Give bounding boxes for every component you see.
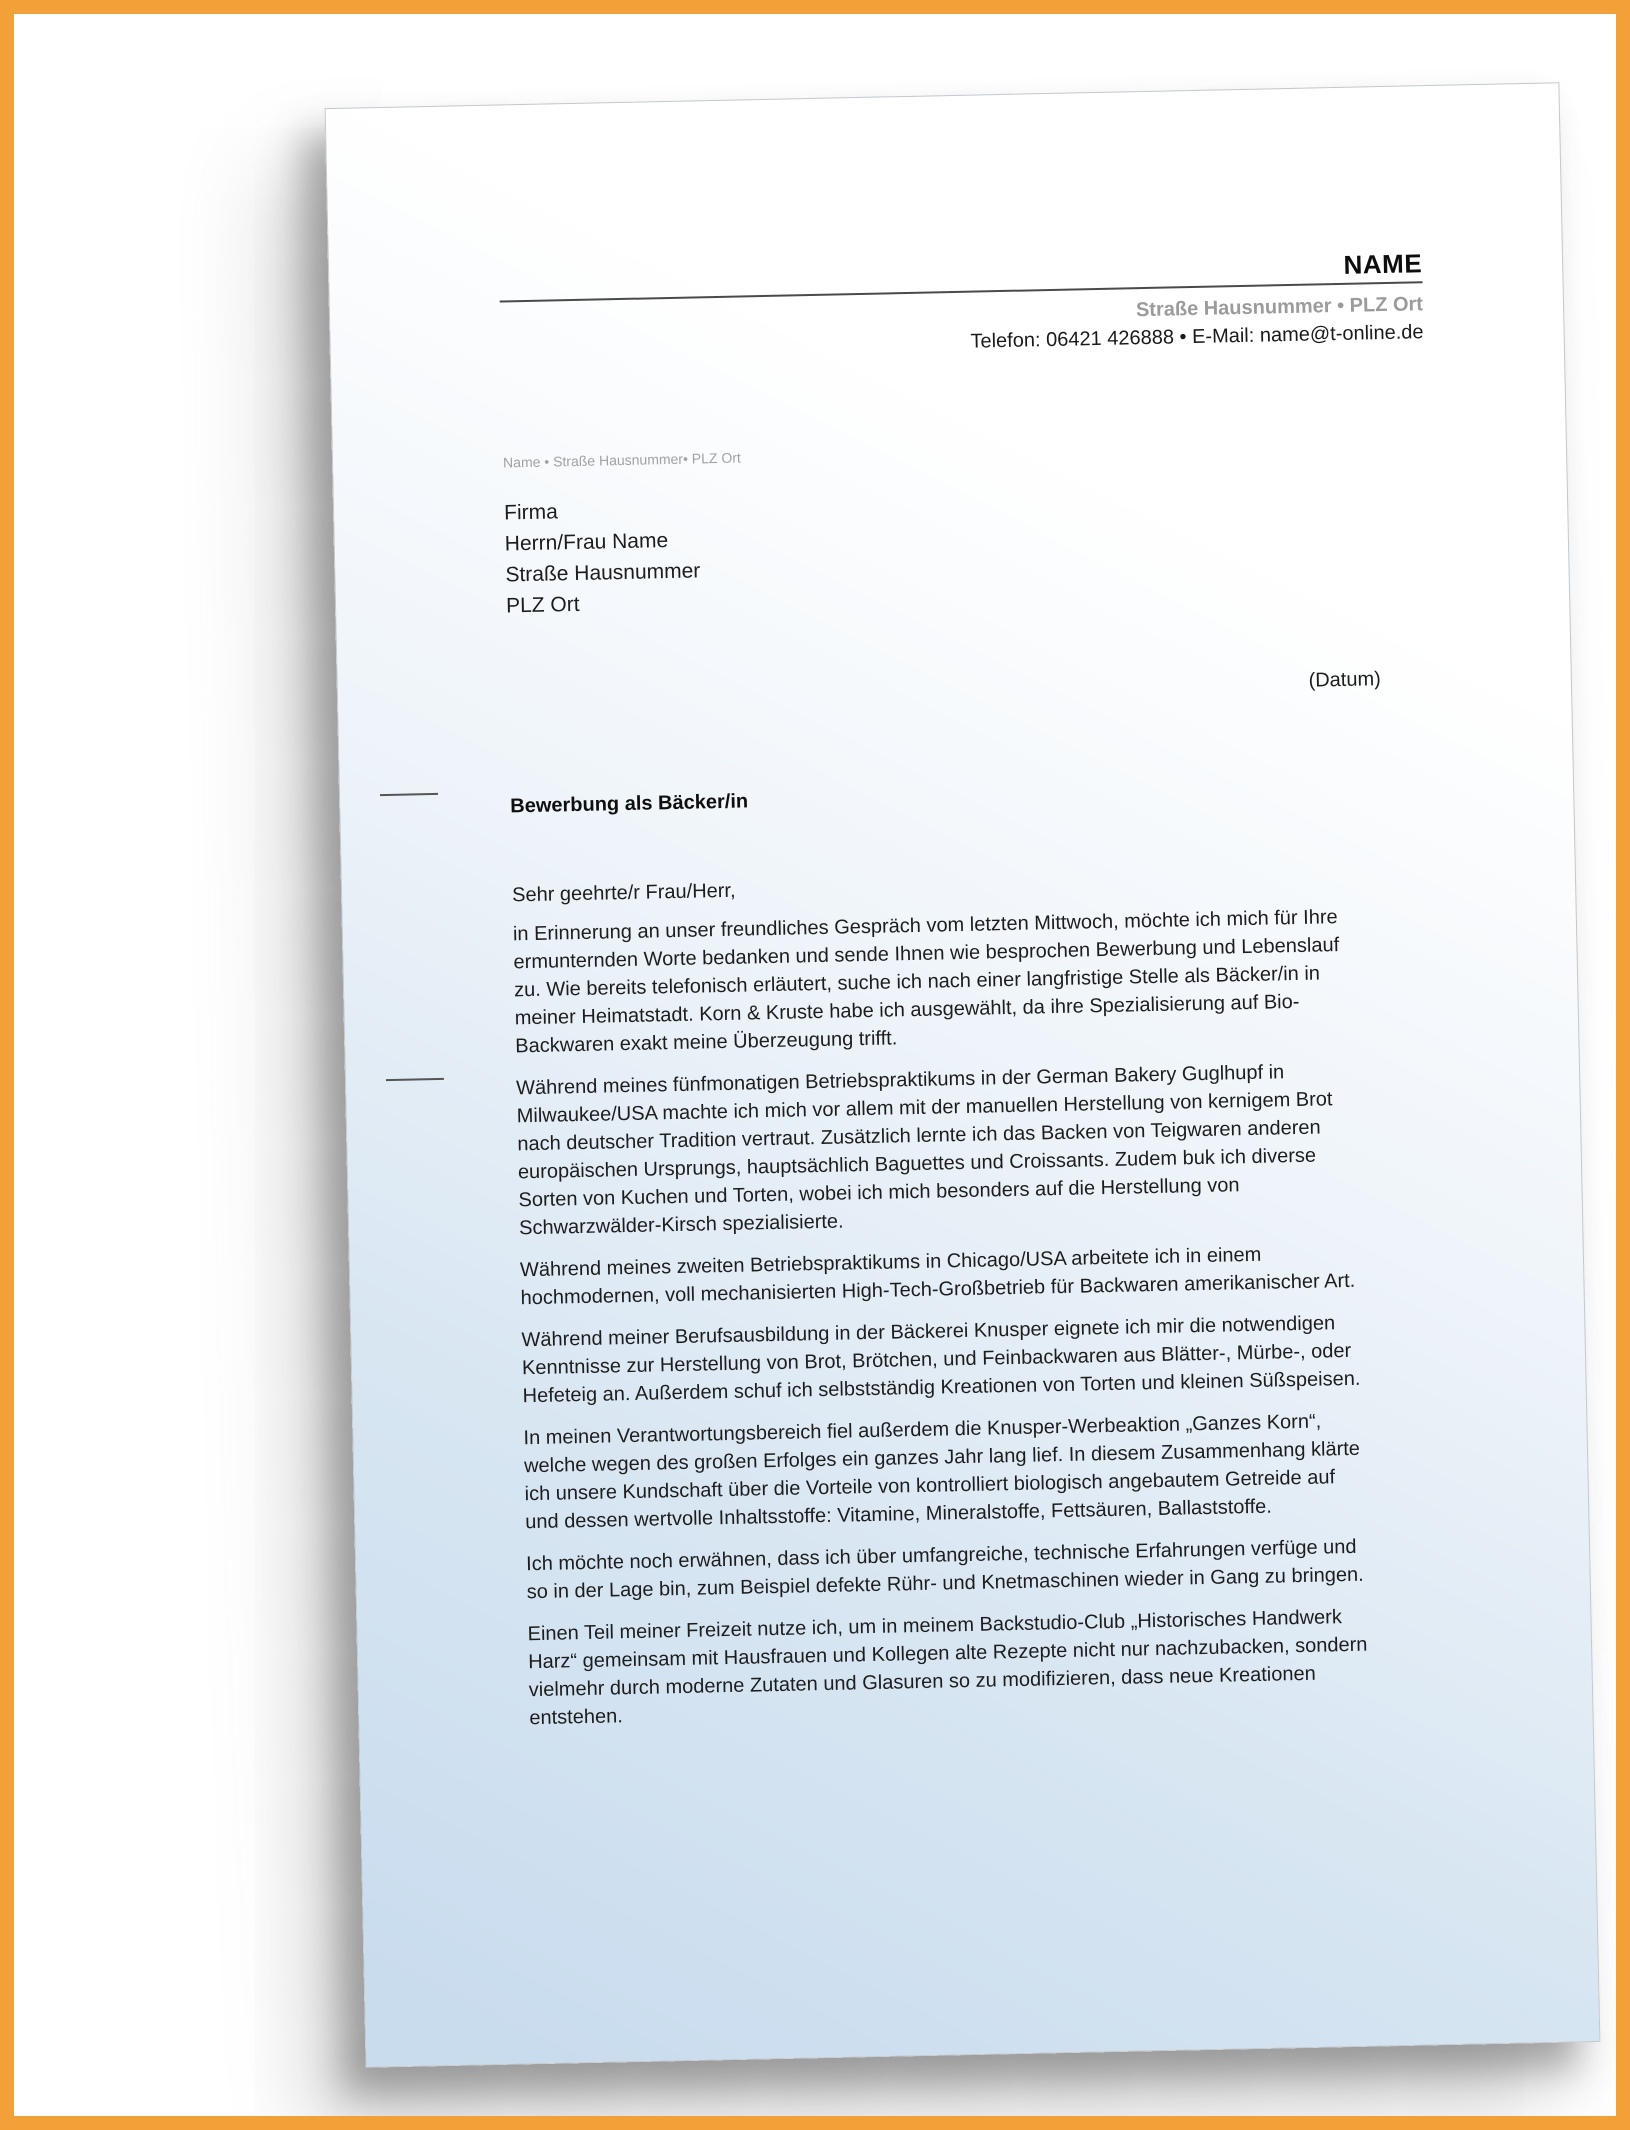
body-paragraph: Während meines zweiten Betriebspraktikums in Chicago/USA arbeitete ich in einem hochmodernen, voll mechanisierten High-Tech-Großbetrieb für Backwaren amerikanischer Art.	[519, 1243, 1356, 1310]
body-paragraph: Ich möchte noch erwähnen, dass ich über umfangreiche, technische Erfahrungen verfüge und so in der Lage bin, zum Beispiel defekte Rühr- und Knetmaschinen wieder in Gang zu bringen.	[525, 1535, 1364, 1604]
letter-content	[326, 83, 1600, 2066]
salutation: Sehr geehrte/r Frau/Herr,	[511, 879, 736, 907]
recipient-line-company: Firma	[503, 500, 559, 525]
sender-return-address: Name • Straße Hausnummer• PLZ Ort	[502, 449, 741, 471]
letterhead	[499, 248, 1424, 365]
letterhead-contact: Telefon: 06421 426888 • E-Mail: name@t-online.de	[970, 321, 1424, 353]
recipient-line-street: Straße Hausnummer	[505, 559, 701, 587]
letterhead-name: NAME	[1343, 248, 1423, 280]
date-placeholder: (Datum)	[1308, 668, 1382, 692]
subject-line: Bewerbung als Bäcker/in	[510, 790, 749, 818]
letter-body	[513, 901, 1453, 1732]
recipient-address-block	[504, 478, 1429, 621]
letterhead-address: Straße Hausnummer • PLZ Ort	[1135, 293, 1424, 322]
body-paragraph: In meinen Verantwortungsbereich fiel außerdem die Knusper-Werbeaktion „Ganzes Korn“, welche wegen des großen Erfolges ein ganzes Jahr lang lief. In diesem Zusammenhang klärte ich unsere Kundschaft über die Vorteile von kontrolliert biologisch angebautem Getreide auf und dessen wertvolle Inhaltsstoffe: Vitamine, Mineralstoffe, Fettsäuren, Ballaststoffe.	[523, 1410, 1361, 1534]
body-paragraph: Einen Teil meiner Freizeit nutze ich, um in meinem Backstudio-Club „Historisches Handwerk Harz“ gemeinsam mit Hausfrauen und Kollegen alte Rezepte nicht nur nachzubacken, sondern vielmehr durch moderne Zutaten und Glasuren so zu modifizieren, dass neue Kreationen entstehen.	[527, 1606, 1368, 1730]
letter-page	[325, 82, 1601, 2067]
recipient-line-name: Herrn/Frau Name	[504, 529, 669, 556]
body-paragraph: Während meiner Berufsausbildung in der Bäckerei Knusper eignete ich mir die notwendigen Kenntnisse zur Herstellung von Brot, Brötchen, und Feinbackwaren aus Blätter-, Mürbe-, oder Hefeteig an. Außerdem schuf ich selbstständig Kreationen von Torten und kleinen Süßspeisen.	[521, 1312, 1361, 1408]
body-paragraph: in Erinnerung an unser freundliches Gespräch vom letzten Mittwoch, möchte ich mich für Ihre ermunternden Worte bedanken und sende Ihnen wie besprochen Bewerbung und Lebenslauf zu. Wie bereits telefonisch erläutert, suche ich nach einer langfristige Stelle als Bäcker/in in meiner Heimatstadt. Korn & Kruste habe ich ausgewählt, da ihre Spezialisierung auf Bio- Backwaren exakt meine Überzeugung trifft.	[512, 906, 1340, 1058]
body-paragraph: Während meines fünfmonatigen Betriebspraktikums in der German Bakery Guglhupf in Milwaukee/USA machte ich mich vor allem mit der manuellen Herstellung von kernigem Brot nach deutscher Tradition vertraut. Zusätzlich lernte ich das Backen von Teigwaren anderen europäischen Ursprungs, hauptsächlich Baguettes und Croissants. Zudem buk ich diverse Sorten von Kuchen und Torten, wobei ich mich besonders auf die Herstellung von Schwarzwälder-Kirsch spezialisierte.	[515, 1061, 1333, 1240]
recipient-line-city: PLZ Ort	[505, 592, 580, 618]
